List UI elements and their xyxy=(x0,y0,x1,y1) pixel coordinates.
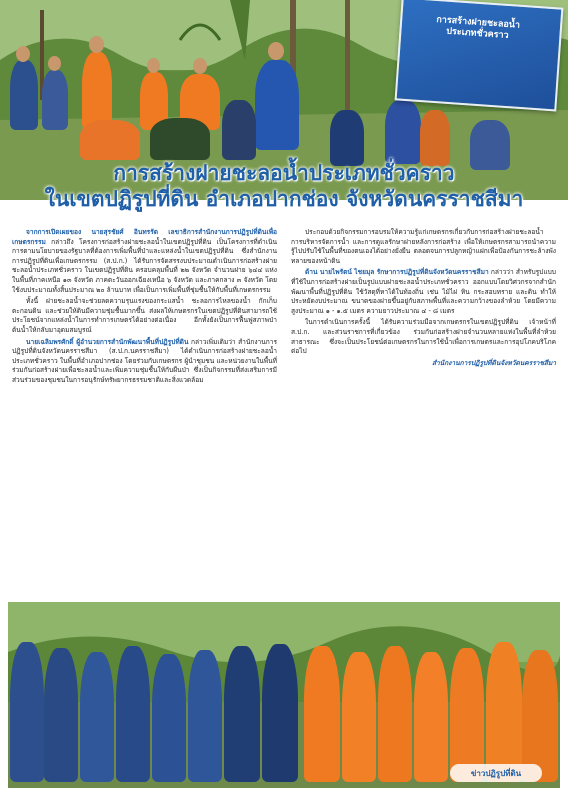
paragraph xyxy=(291,268,556,316)
person xyxy=(10,60,38,130)
article-credit: สำนักงานการปฏิรูปที่ดินจังหวัดนครราชสีมา xyxy=(431,358,556,367)
person xyxy=(10,642,44,782)
project-banner xyxy=(395,0,564,112)
person xyxy=(222,100,256,160)
article-title xyxy=(0,160,568,220)
paragraph-text: ทั้งนี้ ฝายชะลอน้ำจะช่วยลดความรุนแรงของกระแสน้ำ ชะลอการไหลของน้ำ กักเก็บตะกอนดิน และช่วยให้ดินมีความชุ่มชื้นมากขึ้น ส่งผลให้เกษตรกรในเขตปฏิรูปที่ดินสามารถใช้ประโยชน์จากแหล่งน้ำในการทำการเกษตรได้อย่างต่อเนื่อง อีกทั้งยังเป็นการฟื้นฟูสภาพป่าต้นน้ำให้กลับมาอุดมสมบูรณ์ xyxy=(12,297,277,334)
title-line-1: การสร้างฝายชะลอน้ำประเภทชั่วคราว xyxy=(113,161,455,185)
banner-line-2: ประเภทชั่วคราว xyxy=(445,26,509,42)
logo-text: ข่าวปฏิรูปที่ดิน xyxy=(470,769,522,778)
person xyxy=(486,642,522,782)
person xyxy=(420,110,450,166)
person xyxy=(82,52,112,130)
person xyxy=(188,650,222,782)
paragraph xyxy=(12,297,277,335)
paragraph-text: ในการดำเนินการครั้งนี้ ได้รับความร่วมมือจากเกษตรกรในเขตปฏิรูปที่ดิน เจ้าหน้าที่ ส.ป.ก. และส่วนราชการที่เกี่ยวข้อง ร่วมกันก่อสร้างฝายจำนวนหลายแห่งในพื้นที่ลำห้วยสาธารณะ ซึ่งจะเป็นประโยชน์ต่อเกษตรกรในการใช้น้ำเพื่อการเกษตรและการอุปโภคบริโภคต่อไป xyxy=(291,318,556,356)
paragraph-lead: จากการเปิดเผยของ นายสุรชัยศ์ อินทรรัต เลขาธิการสำนักงานการปฏิรูปที่ดินเพื่อเกษตรกรรม xyxy=(12,228,277,246)
paragraph xyxy=(12,338,277,386)
newsletter-logo xyxy=(450,764,542,782)
person xyxy=(385,100,421,164)
person-head xyxy=(48,56,61,71)
paragraph-text: กล่าวว่า สำหรับรูปแบบที่ใช้ในการก่อสร้างฝายเป็นรูปแบบฝายชะลอน้ำประเภทชั่วคราว ออกแบบโดยวิศวกรจากสำนักพัฒนาพื้นที่ปฏิรูปที่ดิน ใช้วัสดุที่หาได้ในท้องถิ่น เช่น ไม้ไผ่ หิน กระสอบทราย และดิน ทำให้ประหยัดงบประมาณ ขนาดของฝายขึ้นอยู่กับสภาพพื้นที่และความกว้างของลำห้วย โดยมีความสูงประมาณ ๑ - ๑.๕ เมตร ความยาวประมาณ ๔ - ๘ เมตร xyxy=(291,268,556,315)
person xyxy=(44,648,78,782)
person xyxy=(262,644,298,782)
person-head xyxy=(147,58,160,73)
paragraph xyxy=(12,228,277,295)
paragraph-lead: ด้าน นายไพรัตน์ ไชยมุล รักษาการปฏิรูปที่ดินจังหวัดนครราชสีมา xyxy=(305,268,489,277)
paragraph xyxy=(291,318,556,356)
person xyxy=(116,646,150,782)
person xyxy=(224,646,260,782)
paragraph-text: ประกอบด้วยกิจกรรมการอบรมให้ความรู้แก่เกษตรกรเกี่ยวกับการก่อสร้างฝายชะลอน้ำ การบริหารจัดการน้ำ และการดูแลรักษาฝายหลังการก่อสร้าง เพื่อให้เกษตรกรสามารถนำความรู้ไปปรับใช้ในพื้นที่ของตนเองได้อย่างยั่งยืน ตลอดจนการปลูกหญ้าแฝกเพื่อป้องกันการชะล้างพังทลายของหน้าดิน xyxy=(291,228,556,265)
person xyxy=(522,650,558,782)
person xyxy=(150,118,210,160)
person-head xyxy=(268,42,284,60)
person xyxy=(378,646,412,782)
article-body xyxy=(12,228,556,598)
person-head xyxy=(89,36,104,53)
person xyxy=(80,652,114,782)
paragraph xyxy=(291,228,556,266)
person xyxy=(42,70,68,130)
person xyxy=(255,60,299,150)
paragraph-text: กล่าวถึง โครงการก่อสร้างฝายชะลอน้ำในเขตปฏิรูปที่ดิน เป็นโครงการที่ดำเนินการตามนโยบายของรัฐบาลที่ต้องการเพิ่มพื้นที่ป่าและแหล่งน้ำในเขตปฏิรูปที่ดิน ซึ่งสำนักงานการปฏิรูปที่ดินเพื่อเกษตรกรรม (ส.ป.ก.) ได้รับการจัดสรรงบประมาณดำเนินการก่อสร้างฝายชะลอน้ำประเภทชั่วคราว ในเขตปฏิรูปที่ดิน ครอบคลุมพื้นที่ ๒๒ จังหวัด จำนวนฝาย ๖๔๔ แห่ง ในพื้นที่ภาคเหนือ ๑๓ จังหวัด ภาคตะวันออกเฉียงเหนือ ๖ จังหวัด และภาคกลาง ๓ จังหวัด โดยใช้งบประมาณทั้งสิ้นประมาณ ๒๐ ล้านบาท เพื่อเป็นการเพิ่มพื้นที่ชุ่มชื้นให้กับพื้นที่เกษตรกรรม xyxy=(12,237,277,294)
person xyxy=(450,648,484,782)
person xyxy=(414,652,448,782)
group-photo xyxy=(8,600,560,788)
title-line-2: ในเขตปฏิรูปที่ดิน อำเภอปากช่อง จังหวัดนครราชสีมา xyxy=(44,187,524,211)
person xyxy=(304,646,340,782)
person-head xyxy=(16,46,30,62)
person xyxy=(80,120,140,160)
person xyxy=(342,652,376,782)
person xyxy=(152,654,186,782)
paragraph-text: กล่าวเพิ่มเติมว่า สำนักงานการปฏิรูปที่ดินจังหวัดนครราชสีมา (ส.ป.ก.นครราชสีมา) ได้ดำเนินการก่อสร้างฝายชะลอน้ำประเภทชั่วคราว ในพื้นที่อำเภอปากช่อง โดยร่วมกับเกษตรกร ผู้นำชุมชน และหน่วยงานในพื้นที่ ร่วมกันก่อสร้างฝายเพื่อชะลอน้ำและเพิ่มความชุ่มชื้นให้กับผืนป่า ซึ่งเป็นกิจกรรมที่ส่งเสริมการมีส่วนร่วมของชุมชนในการอนุรักษ์ทรัพยากรธรรมชาติและสิ่งแวดล้อม xyxy=(12,337,277,384)
paragraph-lead: นายเฉลิมพรศักดิ์ ผู้อำนวยการสำนักพัฒนาพื้นที่ปฏิรูปที่ดิน xyxy=(26,337,189,346)
person xyxy=(330,110,364,166)
banner-line-1: การสร้างฝายชะลอน้ำ xyxy=(436,14,521,31)
person-head xyxy=(193,58,207,74)
